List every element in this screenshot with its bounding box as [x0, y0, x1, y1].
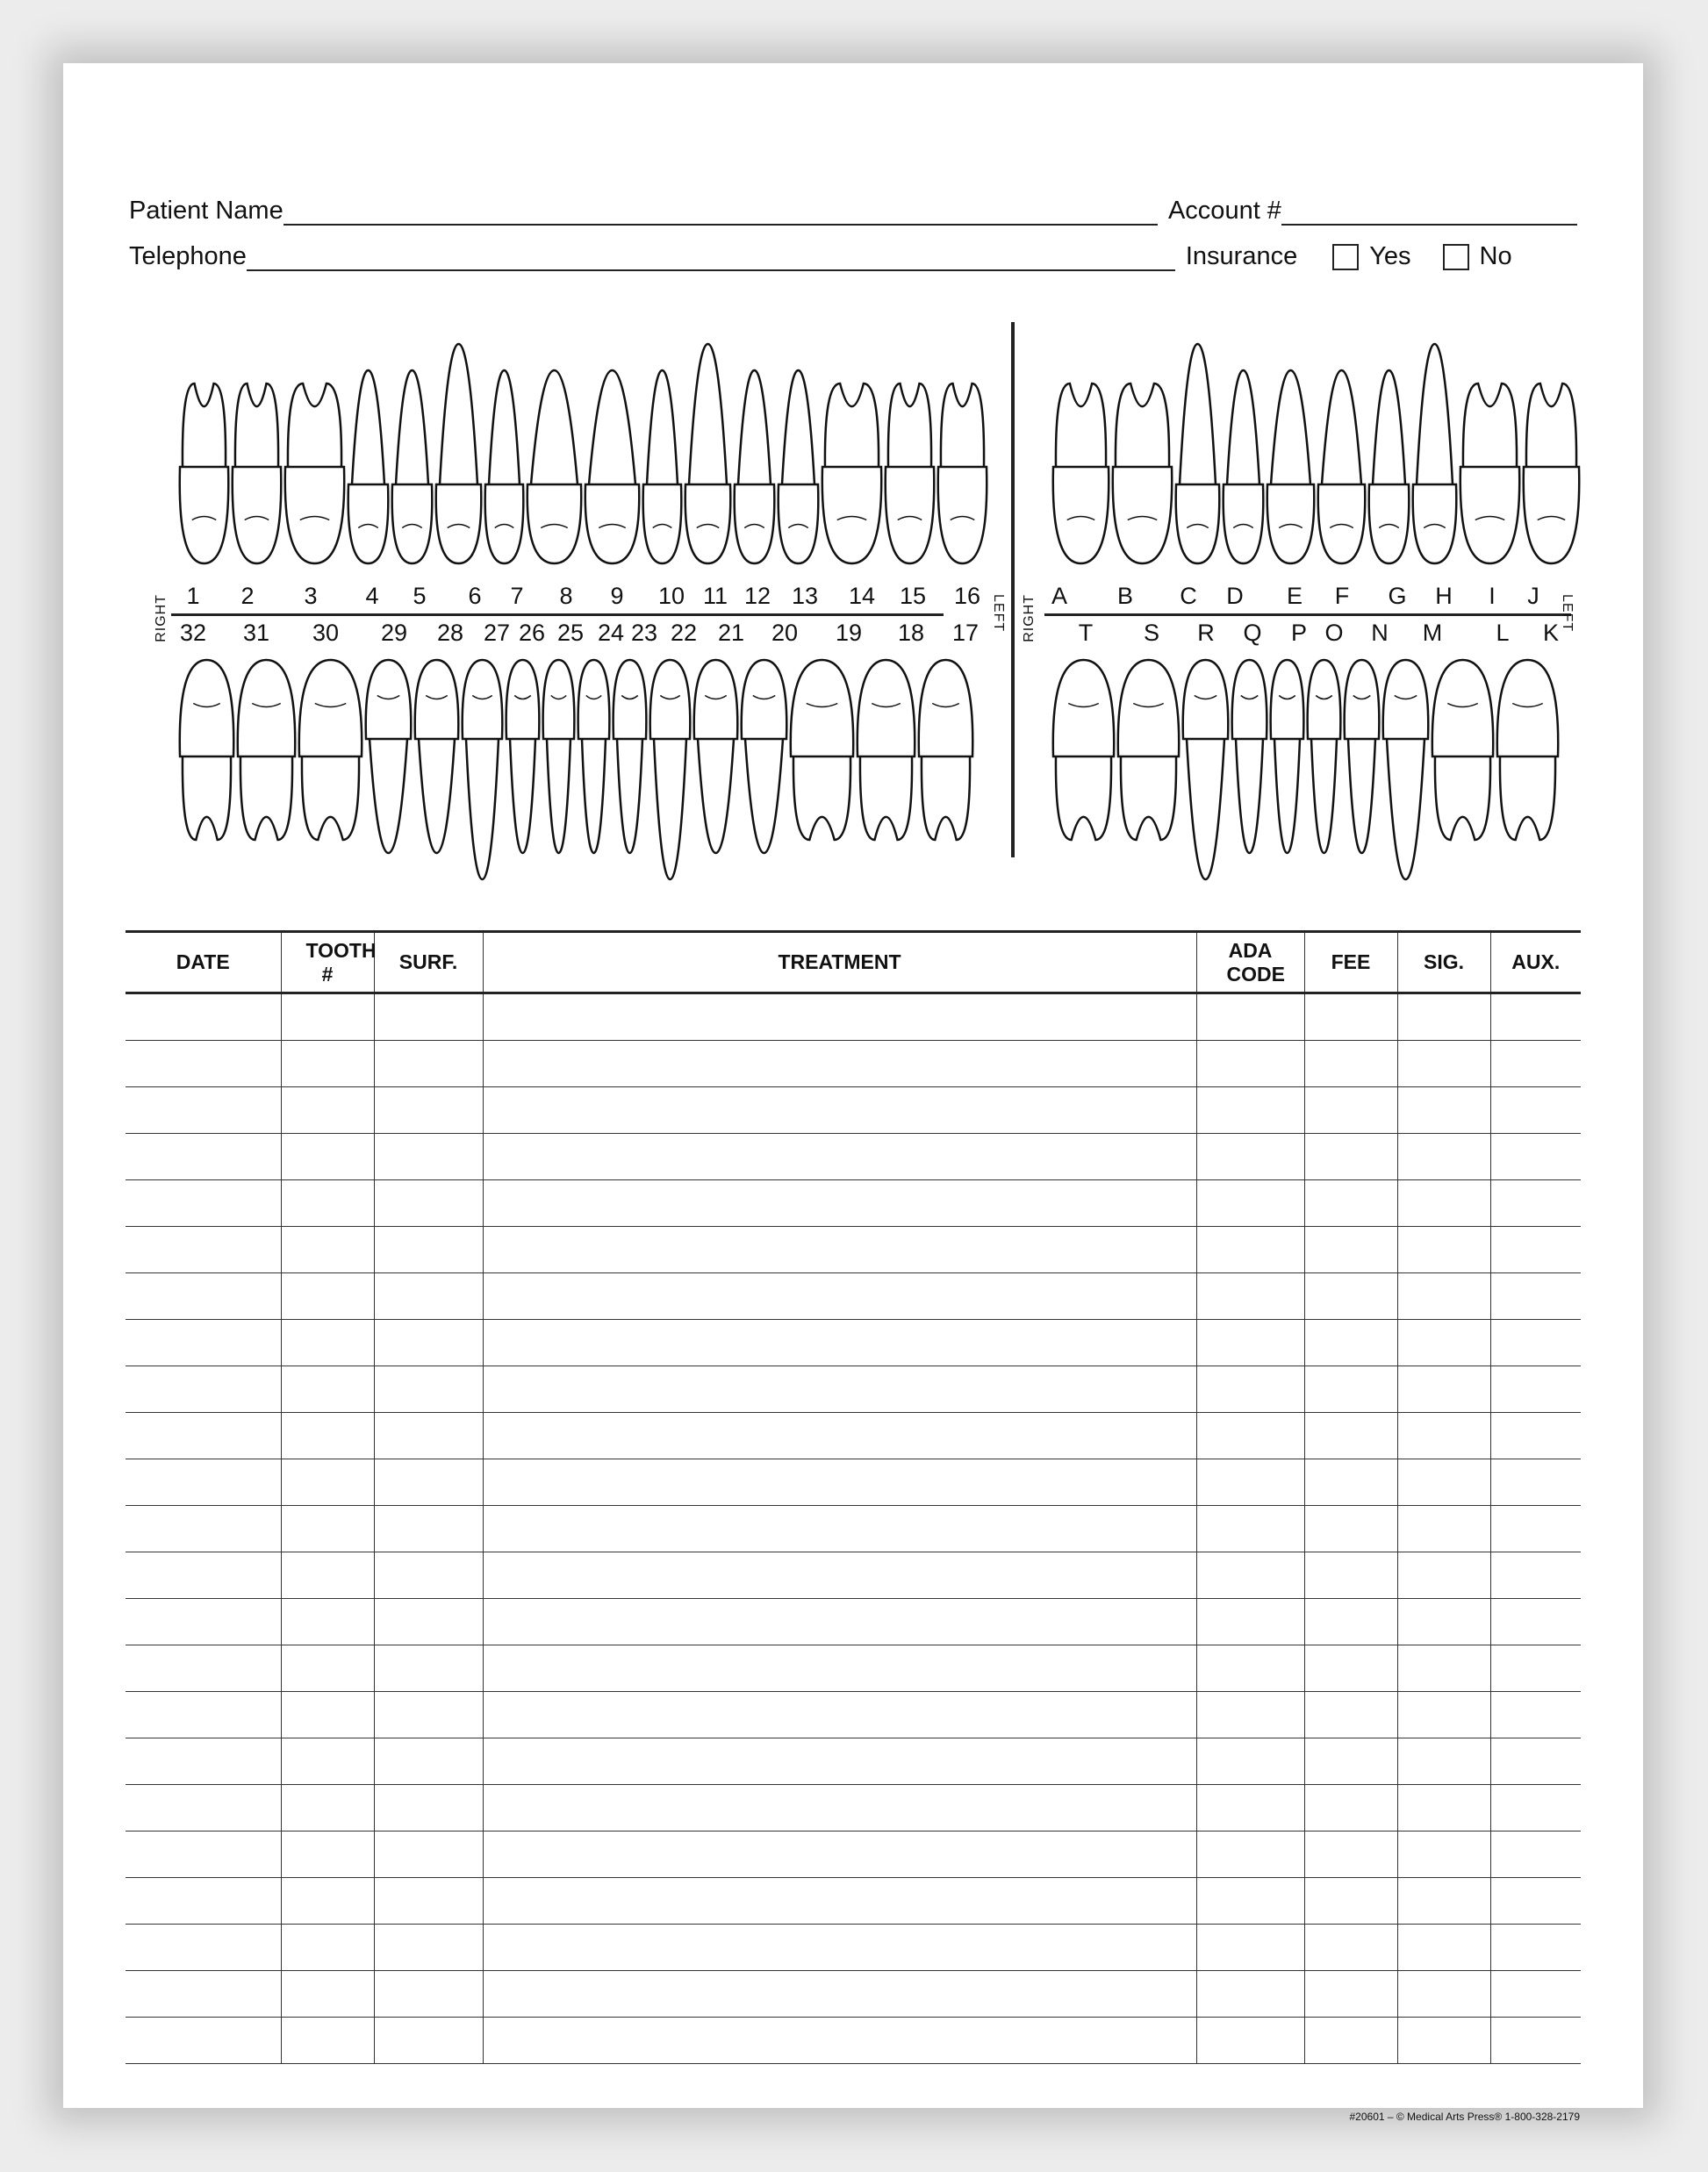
tooth-number: 11	[702, 583, 728, 609]
table-cell[interactable]	[281, 1599, 374, 1645]
account-field[interactable]	[1281, 197, 1577, 226]
table-cell[interactable]	[483, 1227, 1196, 1273]
insurance-yes-option[interactable]	[1332, 242, 1419, 271]
table-cell[interactable]	[1397, 1134, 1490, 1180]
table-row	[126, 1506, 1581, 1552]
right-label-permanent: RIGHT	[154, 594, 169, 642]
telephone-row	[129, 242, 1577, 271]
table-cell[interactable]	[281, 1832, 374, 1878]
tooth-number: 18	[897, 620, 925, 646]
table-cell[interactable]	[1397, 1971, 1490, 2018]
chart-divider	[1011, 322, 1015, 857]
table-cell[interactable]	[374, 1273, 483, 1320]
table-cell[interactable]	[374, 1041, 483, 1087]
tooth-number: 22	[670, 620, 698, 646]
tooth-number: 20	[771, 620, 799, 646]
table-cell[interactable]	[281, 1738, 374, 1785]
table-cell[interactable]	[126, 1273, 281, 1320]
table-cell[interactable]	[1196, 1878, 1304, 1925]
table-row	[126, 1878, 1581, 1925]
table-cell[interactable]	[126, 1925, 281, 1971]
table-cell[interactable]	[1196, 1041, 1304, 1087]
table-cell[interactable]	[483, 1832, 1196, 1878]
table-cell[interactable]	[1397, 1180, 1490, 1227]
table-cell[interactable]	[483, 1366, 1196, 1413]
table-cell[interactable]	[374, 1366, 483, 1413]
tooth-number: L	[1496, 620, 1510, 646]
table-row	[126, 2018, 1581, 2064]
table-cell[interactable]	[1397, 1459, 1490, 1506]
patient-name-row	[129, 197, 1577, 226]
table-cell[interactable]	[1397, 1738, 1490, 1785]
table-cell[interactable]	[126, 1366, 281, 1413]
table-cell[interactable]	[1490, 1971, 1581, 2018]
table-cell[interactable]	[1304, 1506, 1397, 1552]
table-row	[126, 1366, 1581, 1413]
table-cell[interactable]	[126, 1459, 281, 1506]
tooth-number: S	[1143, 620, 1160, 646]
table-cell[interactable]	[1397, 1366, 1490, 1413]
table-cell[interactable]	[1304, 1925, 1397, 1971]
insurance-no-option[interactable]	[1443, 242, 1521, 271]
tooth-number: D	[1226, 583, 1244, 609]
table-cell[interactable]	[281, 1785, 374, 1832]
table-cell[interactable]	[1304, 1041, 1397, 1087]
table-cell[interactable]	[483, 1925, 1196, 1971]
col-surf: SURF.	[374, 932, 483, 993]
table-cell[interactable]	[483, 1738, 1196, 1785]
table-cell[interactable]	[281, 2018, 374, 2064]
table-cell[interactable]	[1304, 1692, 1397, 1738]
table-cell[interactable]	[1304, 1459, 1397, 1506]
tooth-number: A	[1051, 583, 1068, 609]
telephone-field[interactable]	[247, 243, 1175, 271]
tooth-number: 19	[835, 620, 863, 646]
tooth-number: 31	[242, 620, 270, 646]
primary-upper-teeth-drawing	[1046, 309, 1608, 572]
table-cell[interactable]	[483, 1041, 1196, 1087]
table-cell[interactable]	[126, 1878, 281, 1925]
table-cell[interactable]	[483, 1785, 1196, 1832]
tooth-number: 28	[436, 620, 464, 646]
table-cell[interactable]	[1397, 1413, 1490, 1459]
table-cell[interactable]	[126, 1645, 281, 1692]
table-cell[interactable]	[1196, 1413, 1304, 1459]
table-cell[interactable]	[483, 1273, 1196, 1320]
table-cell[interactable]	[281, 1645, 374, 1692]
tooth-number: 5	[413, 583, 427, 609]
table-row	[126, 1273, 1581, 1320]
tooth-number: 25	[556, 620, 585, 646]
right-label-primary: RIGHT	[1022, 594, 1037, 642]
table-cell[interactable]	[1490, 1878, 1581, 1925]
table-cell[interactable]	[1196, 1320, 1304, 1366]
tooth-number: 3	[304, 583, 318, 609]
table-cell[interactable]	[483, 1552, 1196, 1599]
tooth-number: R	[1197, 620, 1215, 646]
table-cell[interactable]	[374, 1227, 483, 1273]
table-row	[126, 1134, 1581, 1180]
tooth-number: 27	[483, 620, 511, 646]
table-cell[interactable]	[1304, 1645, 1397, 1692]
telephone-label: Telephone	[129, 242, 247, 270]
table-cell[interactable]	[1196, 1273, 1304, 1320]
no-checkbox[interactable]	[1443, 244, 1469, 270]
table-cell[interactable]	[126, 1692, 281, 1738]
table-cell[interactable]	[374, 1785, 483, 1832]
table-cell[interactable]	[374, 1599, 483, 1645]
table-cell[interactable]	[483, 993, 1196, 1041]
tooth-number: 24	[597, 620, 625, 646]
left-label-primary: LEFT	[1560, 594, 1575, 633]
table-cell[interactable]	[483, 1134, 1196, 1180]
table-cell[interactable]	[374, 1692, 483, 1738]
table-cell[interactable]	[126, 1087, 281, 1134]
no-label: No	[1479, 242, 1512, 270]
table-row	[126, 1785, 1581, 1832]
col-tooth: TOOTH #	[281, 932, 374, 993]
tooth-number: 16	[953, 583, 981, 609]
table-cell[interactable]	[1304, 1087, 1397, 1134]
table-row	[126, 1692, 1581, 1738]
table-cell[interactable]	[374, 1552, 483, 1599]
table-cell[interactable]	[1397, 1552, 1490, 1599]
table-cell[interactable]	[281, 1041, 374, 1087]
table-cell[interactable]	[1196, 1180, 1304, 1227]
tooth-number: 13	[791, 583, 819, 609]
table-cell[interactable]	[1397, 1273, 1490, 1320]
table-cell[interactable]	[1304, 1413, 1397, 1459]
table-cell[interactable]	[483, 1878, 1196, 1925]
col-sig: SIG.	[1397, 932, 1490, 993]
table-cell[interactable]	[1490, 1925, 1581, 1971]
table-cell[interactable]	[1490, 1180, 1581, 1227]
table-cell[interactable]	[281, 1459, 374, 1506]
table-cell[interactable]	[1196, 2018, 1304, 2064]
table-cell[interactable]	[483, 1645, 1196, 1692]
table-cell[interactable]	[281, 1692, 374, 1738]
table-cell[interactable]	[1196, 1925, 1304, 1971]
tooth-number: 14	[848, 583, 876, 609]
table-cell[interactable]	[1196, 993, 1304, 1041]
table-cell[interactable]	[1196, 1134, 1304, 1180]
tooth-number: 15	[899, 583, 927, 609]
tooth-number: G	[1388, 583, 1407, 609]
patient-name-label: Patient Name	[129, 197, 283, 225]
col-ada-code: ADA CODE	[1196, 932, 1304, 993]
table-cell[interactable]	[1304, 1738, 1397, 1785]
table-cell[interactable]	[374, 1180, 483, 1227]
table-cell[interactable]	[1196, 1366, 1304, 1413]
permanent-upper-teeth-drawing	[173, 309, 1051, 572]
tooth-number: C	[1180, 583, 1197, 609]
table-cell[interactable]	[126, 1785, 281, 1832]
table-cell[interactable]	[281, 1506, 374, 1552]
table-cell[interactable]	[374, 1878, 483, 1925]
tooth-number: K	[1542, 620, 1560, 646]
table-cell[interactable]	[1196, 1738, 1304, 1785]
table-cell[interactable]	[1397, 1320, 1490, 1366]
table-cell[interactable]	[1397, 2018, 1490, 2064]
table-row	[126, 1180, 1581, 1227]
table-cell[interactable]	[281, 1552, 374, 1599]
table-cell[interactable]	[1397, 1832, 1490, 1878]
table-cell[interactable]	[1490, 1087, 1581, 1134]
table-row	[126, 1645, 1581, 1692]
table-cell[interactable]	[1490, 1273, 1581, 1320]
table-cell[interactable]	[1196, 1971, 1304, 2018]
yes-label: Yes	[1369, 242, 1411, 270]
table-cell[interactable]	[1490, 1832, 1581, 1878]
tooth-number: 21	[717, 620, 745, 646]
table-cell[interactable]	[374, 1832, 483, 1878]
table-cell[interactable]	[483, 2018, 1196, 2064]
table-row	[126, 1832, 1581, 1878]
table-cell[interactable]	[1490, 1366, 1581, 1413]
table-cell[interactable]	[281, 1273, 374, 1320]
table-cell[interactable]	[483, 1599, 1196, 1645]
table-cell[interactable]	[1397, 1227, 1490, 1273]
table-cell[interactable]	[1490, 1320, 1581, 1366]
table-row	[126, 1041, 1581, 1087]
table-cell[interactable]	[126, 1599, 281, 1645]
table-cell[interactable]	[374, 2018, 483, 2064]
table-row	[126, 1413, 1581, 1459]
tooth-number: 30	[312, 620, 340, 646]
table-cell[interactable]	[1304, 1180, 1397, 1227]
table-cell[interactable]	[281, 1087, 374, 1134]
tooth-number: B	[1116, 583, 1134, 609]
table-row	[126, 1320, 1581, 1366]
table-cell[interactable]	[1490, 1134, 1581, 1180]
table-cell[interactable]	[126, 1552, 281, 1599]
table-cell[interactable]	[374, 1645, 483, 1692]
table-cell[interactable]	[1490, 1227, 1581, 1273]
table-cell[interactable]	[374, 1738, 483, 1785]
tooth-number: M	[1422, 620, 1443, 646]
table-cell[interactable]	[1196, 1692, 1304, 1738]
tooth-number: P	[1290, 620, 1308, 646]
table-cell[interactable]	[483, 1087, 1196, 1134]
table-cell[interactable]	[281, 1413, 374, 1459]
table-cell[interactable]	[1304, 1785, 1397, 1832]
table-cell[interactable]	[281, 1134, 374, 1180]
table-cell[interactable]	[483, 1320, 1196, 1366]
table-cell[interactable]	[374, 1971, 483, 2018]
tooth-number: H	[1435, 583, 1453, 609]
footer-text: #20601 – © Medical Arts Press® 1-800-328-2179	[1349, 2111, 1580, 2123]
table-header-row	[126, 932, 1581, 993]
table-cell[interactable]	[1397, 1878, 1490, 1925]
table-cell[interactable]	[281, 1320, 374, 1366]
yes-checkbox[interactable]	[1332, 244, 1359, 270]
table-cell[interactable]	[1490, 1692, 1581, 1738]
col-treatment: TREATMENT	[483, 932, 1196, 993]
table-cell[interactable]	[126, 1134, 281, 1180]
table-cell[interactable]	[1196, 1087, 1304, 1134]
tooth-number: 17	[951, 620, 980, 646]
table-cell[interactable]	[483, 1692, 1196, 1738]
table-cell[interactable]	[1196, 1645, 1304, 1692]
table-cell[interactable]	[374, 1134, 483, 1180]
table-cell[interactable]	[281, 1366, 374, 1413]
tooth-number: J	[1527, 583, 1539, 609]
table-cell[interactable]	[281, 993, 374, 1041]
table-cell[interactable]	[126, 1738, 281, 1785]
table-cell[interactable]	[1304, 1134, 1397, 1180]
table-cell[interactable]	[1304, 1320, 1397, 1366]
table-cell[interactable]	[1196, 1552, 1304, 1599]
table-cell[interactable]	[126, 993, 281, 1041]
tooth-number: 1	[186, 583, 200, 609]
dental-chart-sheet	[63, 63, 1643, 2123]
table-cell[interactable]	[374, 1506, 483, 1552]
table-cell[interactable]	[1196, 1506, 1304, 1552]
table-row	[126, 1552, 1581, 1599]
table-cell[interactable]	[1397, 993, 1490, 1041]
table-cell[interactable]	[1397, 1645, 1490, 1692]
tooth-number: Q	[1243, 620, 1262, 646]
table-cell[interactable]	[483, 1506, 1196, 1552]
left-label-permanent: LEFT	[991, 594, 1006, 633]
tooth-number: 8	[559, 583, 573, 609]
primary-lower-teeth-drawing	[1046, 651, 1608, 888]
table-cell[interactable]	[1490, 1041, 1581, 1087]
insurance-label: Insurance	[1185, 242, 1298, 270]
table-cell[interactable]	[1304, 1599, 1397, 1645]
table-cell[interactable]	[374, 1925, 483, 1971]
tooth-number: 9	[610, 583, 624, 609]
table-row	[126, 1925, 1581, 1971]
table-cell[interactable]	[281, 1878, 374, 1925]
table-cell[interactable]	[1397, 1925, 1490, 1971]
tooth-number: 2	[240, 583, 255, 609]
tooth-number: I	[1489, 583, 1496, 609]
table-cell[interactable]	[1304, 1971, 1397, 2018]
treatment-table	[126, 930, 1581, 2064]
table-cell[interactable]	[1196, 1832, 1304, 1878]
table-row	[126, 993, 1581, 1041]
table-cell[interactable]	[1490, 1413, 1581, 1459]
table-cell[interactable]	[1397, 1041, 1490, 1087]
account-label: Account #	[1167, 197, 1281, 225]
tooth-number: F	[1334, 583, 1350, 609]
tooth-number: 10	[657, 583, 685, 609]
table-cell[interactable]	[281, 1227, 374, 1273]
tooth-number: 12	[743, 583, 771, 609]
table-cell[interactable]	[281, 1971, 374, 2018]
table-cell[interactable]	[374, 1320, 483, 1366]
tooth-number: E	[1286, 583, 1303, 609]
table-cell[interactable]	[1304, 1227, 1397, 1273]
table-cell[interactable]	[126, 1971, 281, 2018]
table-cell[interactable]	[1304, 1878, 1397, 1925]
table-cell[interactable]	[483, 1413, 1196, 1459]
table-cell[interactable]	[1490, 993, 1581, 1041]
table-cell[interactable]	[483, 1180, 1196, 1227]
table-cell[interactable]	[1490, 1599, 1581, 1645]
tooth-number: 29	[380, 620, 408, 646]
tooth-number: 4	[365, 583, 379, 609]
tooth-number: 7	[510, 583, 524, 609]
table-cell[interactable]	[1490, 1459, 1581, 1506]
table-cell[interactable]	[1490, 1506, 1581, 1552]
table-cell[interactable]	[126, 1320, 281, 1366]
table-cell[interactable]	[1397, 1087, 1490, 1134]
table-cell[interactable]	[1490, 2018, 1581, 2064]
table-cell[interactable]	[1196, 1599, 1304, 1645]
table-cell[interactable]	[1490, 1738, 1581, 1785]
table-cell[interactable]	[1304, 1273, 1397, 1320]
table-cell[interactable]	[1304, 1366, 1397, 1413]
table-cell[interactable]	[1304, 1552, 1397, 1599]
table-cell[interactable]	[126, 1506, 281, 1552]
permanent-lower-teeth-drawing	[173, 651, 1051, 888]
table-row	[126, 1459, 1581, 1506]
patient-name-field[interactable]	[283, 197, 1158, 226]
table-cell[interactable]	[126, 1413, 281, 1459]
tooth-number: T	[1078, 620, 1094, 646]
table-cell[interactable]	[281, 1925, 374, 1971]
tooth-number: 23	[630, 620, 658, 646]
table-cell[interactable]	[1304, 2018, 1397, 2064]
table-cell[interactable]	[126, 2018, 281, 2064]
table-cell[interactable]	[374, 993, 483, 1041]
table-row	[126, 1599, 1581, 1645]
table-cell[interactable]	[1397, 1506, 1490, 1552]
table-cell[interactable]	[374, 1459, 483, 1506]
table-row	[126, 1738, 1581, 1785]
table-row	[126, 1227, 1581, 1273]
table-cell[interactable]	[1490, 1645, 1581, 1692]
table-row	[126, 1971, 1581, 2018]
permanent-midline	[171, 613, 944, 616]
col-date: DATE	[126, 932, 281, 993]
table-cell[interactable]	[126, 1832, 281, 1878]
table-cell[interactable]	[126, 1227, 281, 1273]
table-cell[interactable]	[483, 1971, 1196, 2018]
table-cell[interactable]	[126, 1041, 281, 1087]
table-cell[interactable]	[1196, 1459, 1304, 1506]
table-cell[interactable]	[1304, 993, 1397, 1041]
table-row	[126, 1087, 1581, 1134]
table-cell[interactable]	[1304, 1832, 1397, 1878]
table-cell[interactable]	[1196, 1227, 1304, 1273]
col-fee: FEE	[1304, 932, 1397, 993]
tooth-number: 26	[518, 620, 546, 646]
table-cell[interactable]	[374, 1413, 483, 1459]
tooth-number: O	[1324, 620, 1344, 646]
table-cell[interactable]	[1397, 1599, 1490, 1645]
table-cell[interactable]	[281, 1180, 374, 1227]
col-aux: AUX.	[1490, 932, 1581, 993]
table-cell[interactable]	[1490, 1785, 1581, 1832]
table-cell[interactable]	[1196, 1785, 1304, 1832]
table-cell[interactable]	[1397, 1692, 1490, 1738]
primary-midline	[1044, 613, 1571, 616]
tooth-number: 32	[179, 620, 207, 646]
tooth-number: 6	[468, 583, 482, 609]
table-cell[interactable]	[1490, 1552, 1581, 1599]
table-cell[interactable]	[374, 1087, 483, 1134]
table-cell[interactable]	[1397, 1785, 1490, 1832]
table-cell[interactable]	[483, 1459, 1196, 1506]
tooth-number: N	[1371, 620, 1389, 646]
table-cell[interactable]	[126, 1180, 281, 1227]
